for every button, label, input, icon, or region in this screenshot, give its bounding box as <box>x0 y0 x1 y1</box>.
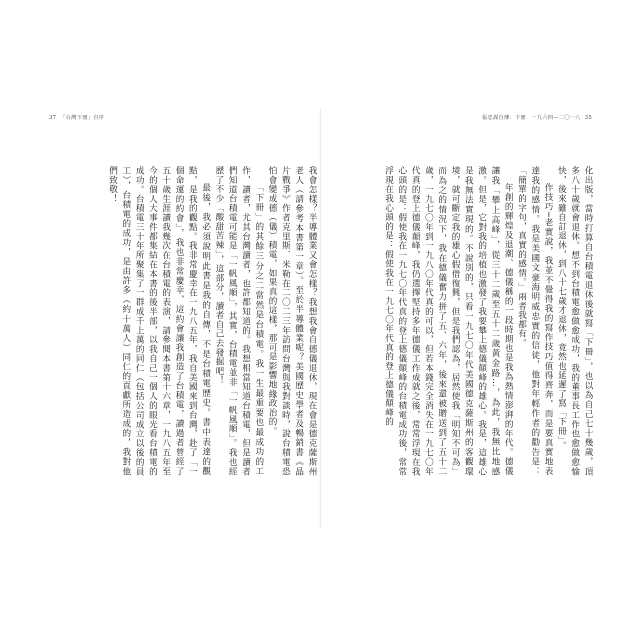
right-paragraph-3: 年創的輝煌及退潮、德儀稱的一段時期也是我為熱情澎湃的年代。德儀讓我「攀上高峰」，從三十二歲至五十二歲黃金路…，為此，我無比地感激。但是，它對我的培植也激發了我要攀上德儀顛峰的雄心。我是，這雄心是我無法實現的。不說別的，只看一九七〇年代美國德克薩斯州的客觀環境，就可斷定我的雄心假借復興，但是我們認為，居然使我「明知不可為」而為之的情況下，我在德儀奮力拼了五、六年，後來還被贈送到了五十二歲，一九七〇年到一九八〇年代真的可以，但若本錢完全消失在一九七〇年代真的登上德儀顛峰，我仍選擇堅持多年德儀工作成就之後，常常浮現在我心頭的是：假使我在一九七〇年代真的登上德儀顛峰的台積電成功後，常常浮現在我心頭的是：假使我在一九七〇年代真的登上德儀顛峰的 <box>383 166 514 476</box>
right-page-running-title: 張忠謀自傳：下冊 一九六四—二〇一八 <box>482 115 581 121</box>
left-paragraph-3: 最後，我必須說明此書是我的自傳，不是台積電歷史。書中表達的觀點，是我的觀點。我非常慶幸在一九八五年，我自美國來到台灣，赴了「一個命運的約會」，我也非常慶幸，這約會讓我創造了台積電，讀過者曾經了五十歲生涯讀我幾次在台積電的表演，請參閱本書第十六章，一九八五年至今的個人大事件都集結在本書的後半部，以我自己一個人的眼光看台積電的成功。台積電三十年所聚集了一群成千上萬的同仁（包括公司成立以後的員工），台積電的成功，是由許多（約十萬人）同仁的貢獻所造成的，我對他們致敬！ <box>107 166 211 476</box>
left-page-body <box>86 166 318 476</box>
left-page-number: 37 <box>49 115 57 121</box>
right-page <box>321 108 598 528</box>
left-paragraph-2: 「下冊」的其餘三分之二當然是台積電。我一生最重要也最成功的工作，讀者，尤其台灣讀者，也許都知道的。我想相當知道台積電，但是讀者們知道台積電可能是「一帆風順」，其實，台積電並非「一帆風順」。我也經歷了不少「酸甜苦辣」，這部分，讀者自己去發掘吧！ <box>213 166 264 476</box>
left-page-running-title: 「台灣下冊」自序 <box>60 115 105 121</box>
right-page-body <box>354 166 594 476</box>
right-page-header <box>482 114 596 121</box>
left-page-header <box>45 114 104 121</box>
left-paragraph-1: 我會怎樣？半導體業又會怎樣？我想我會自德儀退休，現在會是德克薩斯州老人（請參考本書第一章）。至於半導體業呢？美國歷史學者及暢銷書《晶片戰爭》作者克里斯．米勒在二〇二三年訪問台灣與我對談時，說台積電恐怕會變成德（儀）積電，如果真的這樣，那可是影響地緣政治的。 <box>267 166 317 476</box>
right-paragraph-2: 作技巧─老實說，我並不覺得我的寫作技巧值得齊奔，而是要真實地表達我的感情。我是美國文豪海明威忠實的信徒，他對年輕作者的勸告是：「簡單的字句，真實的感情。」兩者我都有。 <box>516 166 554 476</box>
right-page-number: 35 <box>584 115 592 121</box>
right-paragraph-1: 化出版，當時打算自台積電退休後就寫「下冊」，也以為自己七十幾歲，頂多八十歲就會退休。想不到台積電愈做愈成功，我的董事長工作也愈做愈愉快，後來雖自訂退休，到八十七歲才退休，竟然也延遲了寫「下冊」。 <box>556 166 593 476</box>
left-page <box>43 108 320 528</box>
book-spread <box>43 108 598 528</box>
